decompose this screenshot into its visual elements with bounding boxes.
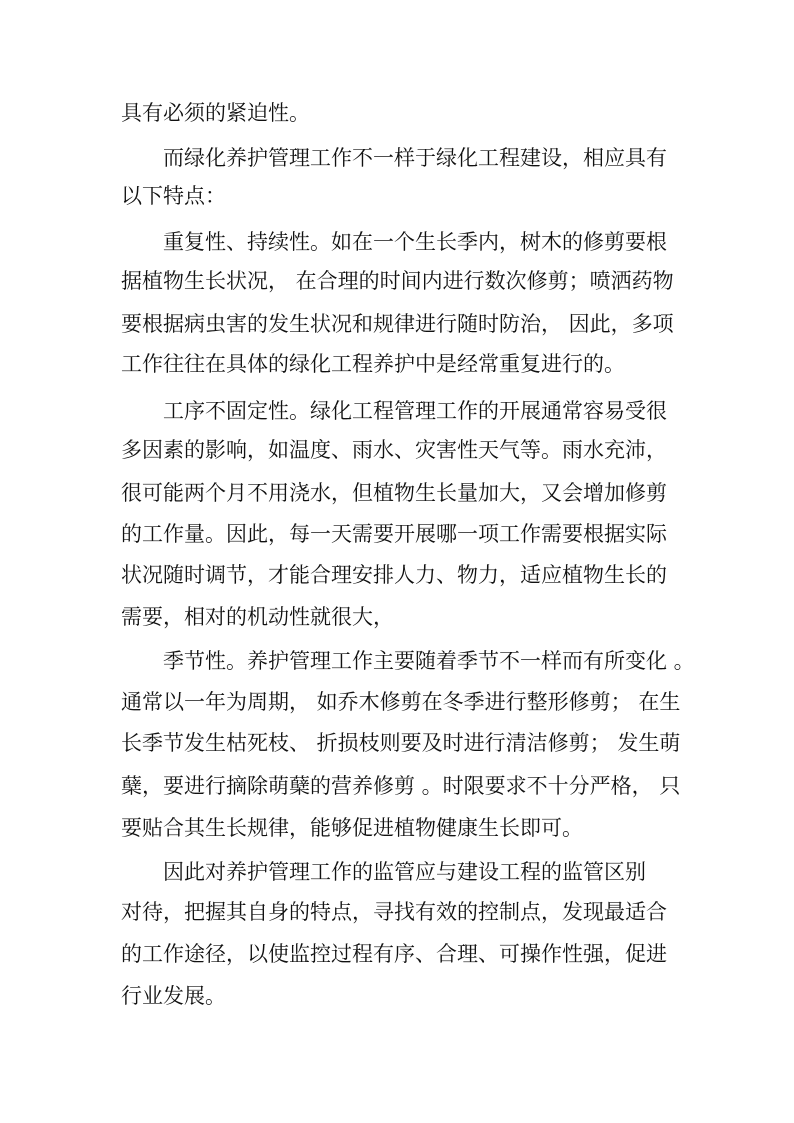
paragraph-first-line: 重复性、持续性。如在一个生长季内，树木的修剪要根 bbox=[163, 230, 667, 254]
text-line: 的工作途径，以使监控过程有序、合理、可操作性强，促进 bbox=[121, 942, 667, 966]
text-line: 蘖，要进行摘除萌蘖的营养修剪 。时限要求不十分严格， 只 bbox=[121, 774, 681, 798]
text-line: 多因素的影响，如温度、雨水、灾害性天气等。雨水充沛， bbox=[121, 438, 667, 462]
text-line: 需要，相对的机动性就很大， bbox=[121, 605, 394, 629]
text-line: 以下特点： bbox=[121, 184, 226, 208]
text-line: 很可能两个月不用浇水，但植物生长量加大，又会增加修剪 bbox=[121, 481, 667, 505]
text-line: 据植物生长状况， 在合理的时间内进行数次修剪；喷洒药物 bbox=[121, 269, 674, 293]
text-line: 要根据病虫害的发生状况和规律进行随时防治， 因此，多项 bbox=[121, 312, 674, 336]
text-line: 对待，把握其自身的特点，寻找有效的控制点，发现最适合 bbox=[121, 900, 667, 924]
paragraph-first-line: 而绿化养护管理工作不一样于绿化工程建设，相应具有 bbox=[163, 146, 667, 170]
paragraph-first-line: 工序不固定性。绿化工程管理工作的开展通常容易受很 bbox=[163, 399, 667, 423]
text-line: 长季节发生枯死枝、 折损枝则要及时进行清洁修剪； 发生萌 bbox=[121, 731, 681, 755]
text-line: 工作往往在具体的绿化工程养护中是经常重复进行的。 bbox=[121, 352, 625, 376]
text-line: 的工作量。因此，每一天需要开展哪一项工作需要根据实际 bbox=[121, 522, 667, 546]
text-line: 通常以一年为周期， 如乔木修剪在冬季进行整形修剪； 在生 bbox=[121, 690, 681, 714]
text-line: 要贴合其生长规律，能够促进植物健康生长即可。 bbox=[121, 816, 583, 840]
paragraph-first-line: 因此对养护管理工作的监管应与建设工程的监管区别 bbox=[163, 860, 646, 884]
text-line: 具有必须的紧迫性。 bbox=[121, 101, 310, 125]
paragraph-first-line: 季节性。养护管理工作主要随着季节不一样而有所变化 。 bbox=[163, 649, 695, 673]
text-line: 状况随时调节，才能合理安排人力、物力，适应植物生长的 bbox=[121, 563, 667, 587]
text-line: 行业发展。 bbox=[121, 984, 226, 1008]
